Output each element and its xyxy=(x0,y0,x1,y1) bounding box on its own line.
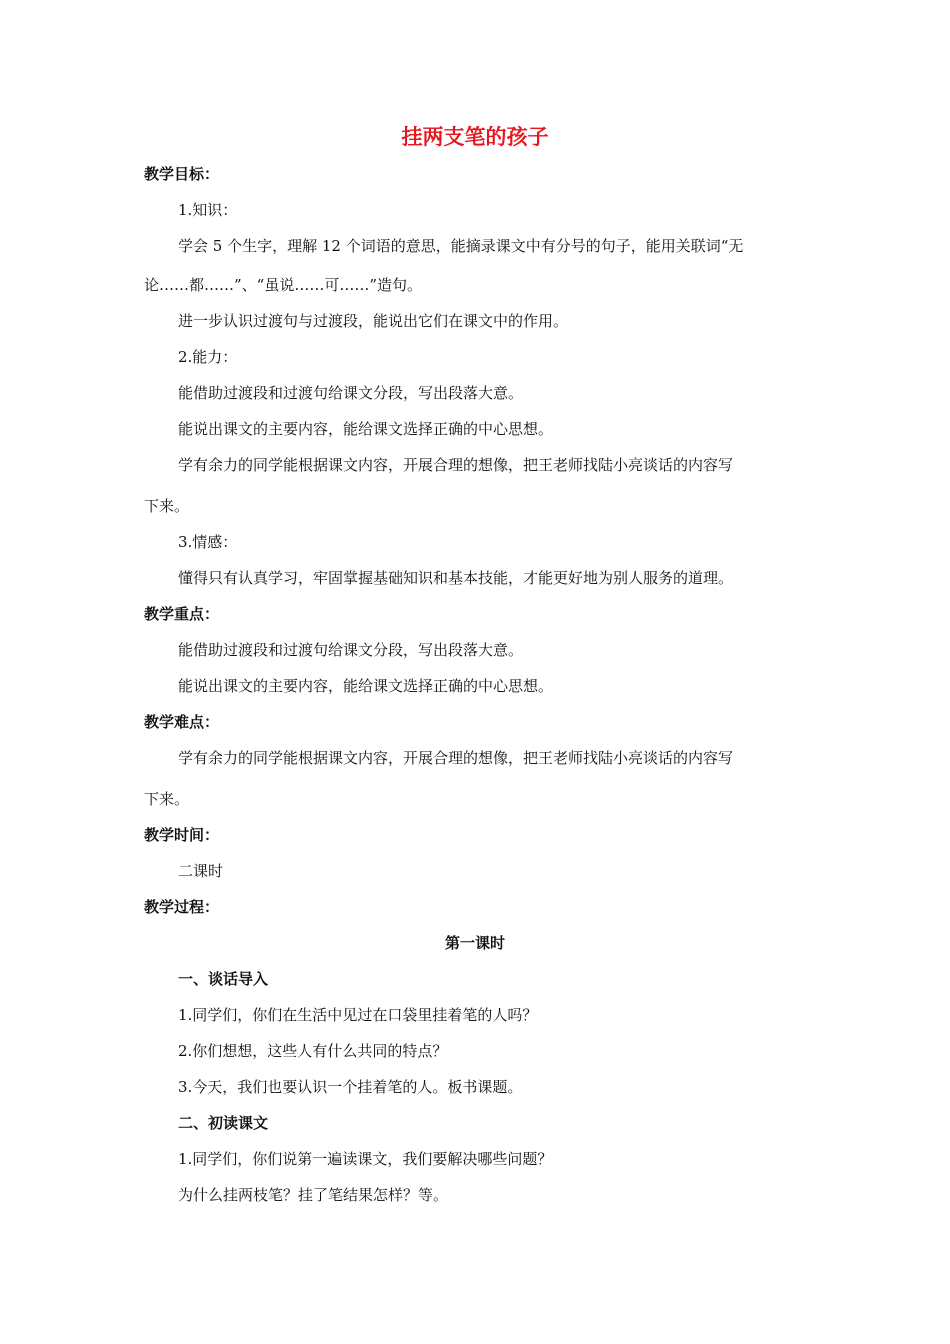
key-text2: 能说出课文的主要内容，能给课文选择正确的中心思想。 xyxy=(178,677,554,695)
goal1-text2: 进一步认识过渡句与过渡段，能说出它们在课文中的作用。 xyxy=(178,312,569,330)
goals-heading: 教学目标： xyxy=(144,165,220,183)
part2-heading: 二、初读课文 xyxy=(178,1114,269,1132)
difficult-heading: 教学难点： xyxy=(144,713,220,731)
goal2-text1: 能借助过渡段和过渡句给课文分段，写出段落大意。 xyxy=(178,384,524,402)
goal1-text1-line1: 学会 5 个生字，理解 12 个词语的意思，能摘录课文中有分号的句子，能用关联词“无 xyxy=(178,237,744,255)
goal1-text1-line2: 论……都……”、“虽说……可……”造句。 xyxy=(144,276,423,294)
goal1-label: 1.知识： xyxy=(178,201,238,219)
goal3-label: 3.情感： xyxy=(178,533,238,551)
key-heading: 教学重点： xyxy=(144,605,220,623)
goal2-text2: 能说出课文的主要内容，能给课文选择正确的中心思想。 xyxy=(178,420,554,438)
document-title: 挂两支笔的孩子 xyxy=(401,125,549,149)
lesson1-heading: 第一课时 xyxy=(444,934,505,952)
goal2-text3-line1: 学有余力的同学能根据课文内容，开展合理的想像，把王老师找陆小亮谈话的内容写 xyxy=(178,456,734,474)
difficult-text-line1: 学有余力的同学能根据课文内容，开展合理的想像，把王老师找陆小亮谈话的内容写 xyxy=(178,749,734,767)
goal3-text: 懂得只有认真学习，牢固掌握基础知识和基本技能，才能更好地为别人服务的道理。 xyxy=(178,569,734,587)
key-text1: 能借助过渡段和过渡句给课文分段，写出段落大意。 xyxy=(178,641,524,659)
part2-item1-note: 为什么挂两枝笔？挂了笔结果怎样？等。 xyxy=(178,1186,449,1204)
part1-item1: 1.同学们，你们在生活中见过在口袋里挂着笔的人吗？ xyxy=(178,1006,538,1024)
part1-heading: 一、谈话导入 xyxy=(178,970,269,988)
part1-item2: 2.你们想想，这些人有什么共同的特点？ xyxy=(178,1042,448,1060)
time-heading: 教学时间： xyxy=(144,826,220,844)
goal2-text3-line2: 下来。 xyxy=(144,497,190,515)
process-heading: 教学过程： xyxy=(144,898,220,916)
part2-item1: 1.同学们，你们说第一遍读课文，我们要解决哪些问题？ xyxy=(178,1150,553,1168)
difficult-text-line2: 下来。 xyxy=(144,790,190,808)
goal2-label: 2.能力： xyxy=(178,348,238,366)
time-text: 二课时 xyxy=(178,862,224,880)
part1-item3: 3.今天，我们也要认识一个挂着笔的人。板书课题。 xyxy=(178,1078,523,1096)
